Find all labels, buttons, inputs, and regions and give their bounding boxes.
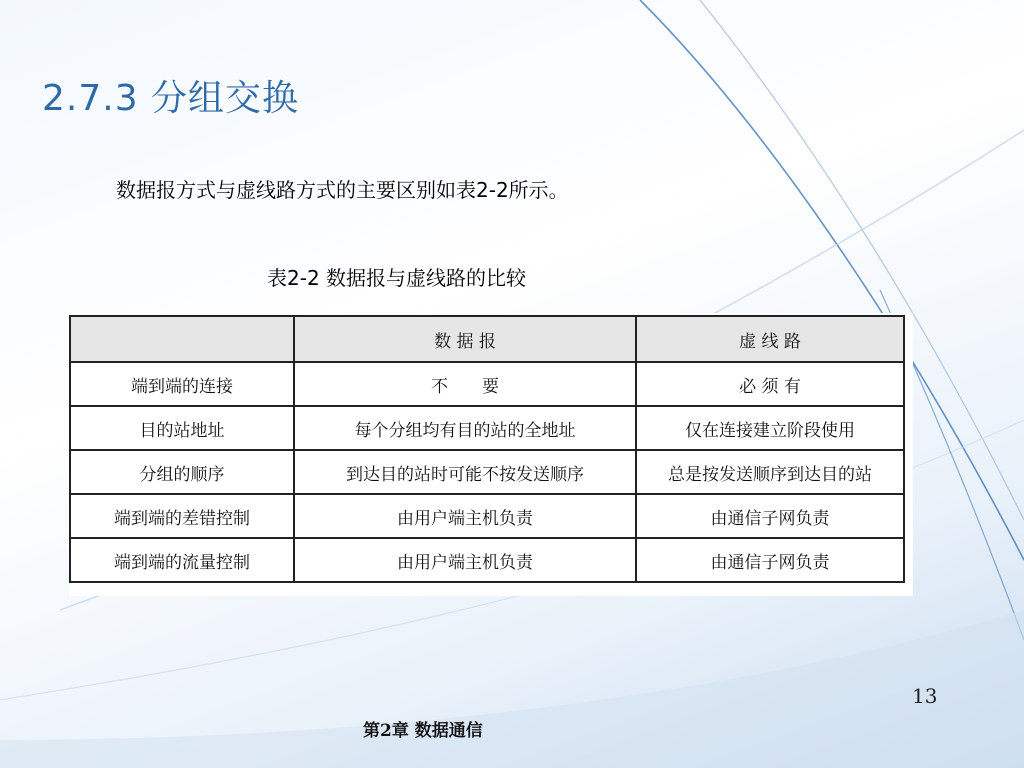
table-header-virtual-circuit: 虚 线 路 [636,316,904,362]
table-cell-label: 分组的顺序 [70,450,294,494]
table-cell-virtual-circuit: 由通信子网负责 [636,538,904,582]
table-cell-label: 端到端的流量控制 [70,538,294,582]
table-cell-virtual-circuit: 总是按发送顺序到达目的站 [636,450,904,494]
table-caption: 表2-2 数据报与虚线路的比较 [267,266,527,290]
table-row [70,538,904,582]
table-header-empty [70,316,294,362]
table-cell-datagram: 每个分组均有目的站的全地址 [294,406,636,450]
table-cell-datagram: 由用户端主机负责 [294,538,636,582]
slide-title: 2.7.3 分组交换 [42,78,300,119]
table-cell-label: 目的站地址 [70,406,294,450]
table-cell-datagram: 不 要 [294,362,636,406]
table-cell-datagram: 到达目的站时可能不按发送顺序 [294,450,636,494]
table-cell-virtual-circuit: 由通信子网负责 [636,494,904,538]
table-row [70,362,904,406]
table-row [70,494,904,538]
table-row [70,406,904,450]
table-header-row [70,316,904,362]
comparison-table-frame [69,313,913,596]
intro-text: 数据报方式与虚线路方式的主要区别如表2-2所示。 [116,178,569,202]
table-header-datagram: 数 据 报 [294,316,636,362]
table-row [70,450,904,494]
table-cell-virtual-circuit: 仅在连接建立阶段使用 [636,406,904,450]
table-cell-virtual-circuit: 必 须 有 [636,362,904,406]
chapter-footer: 第2章 数据通信 [363,721,483,741]
page-number: 13 [912,684,938,708]
table-cell-label: 端到端的差错控制 [70,494,294,538]
table-cell-datagram: 由用户端主机负责 [294,494,636,538]
table-cell-label: 端到端的连接 [70,362,294,406]
comparison-table [69,315,905,583]
